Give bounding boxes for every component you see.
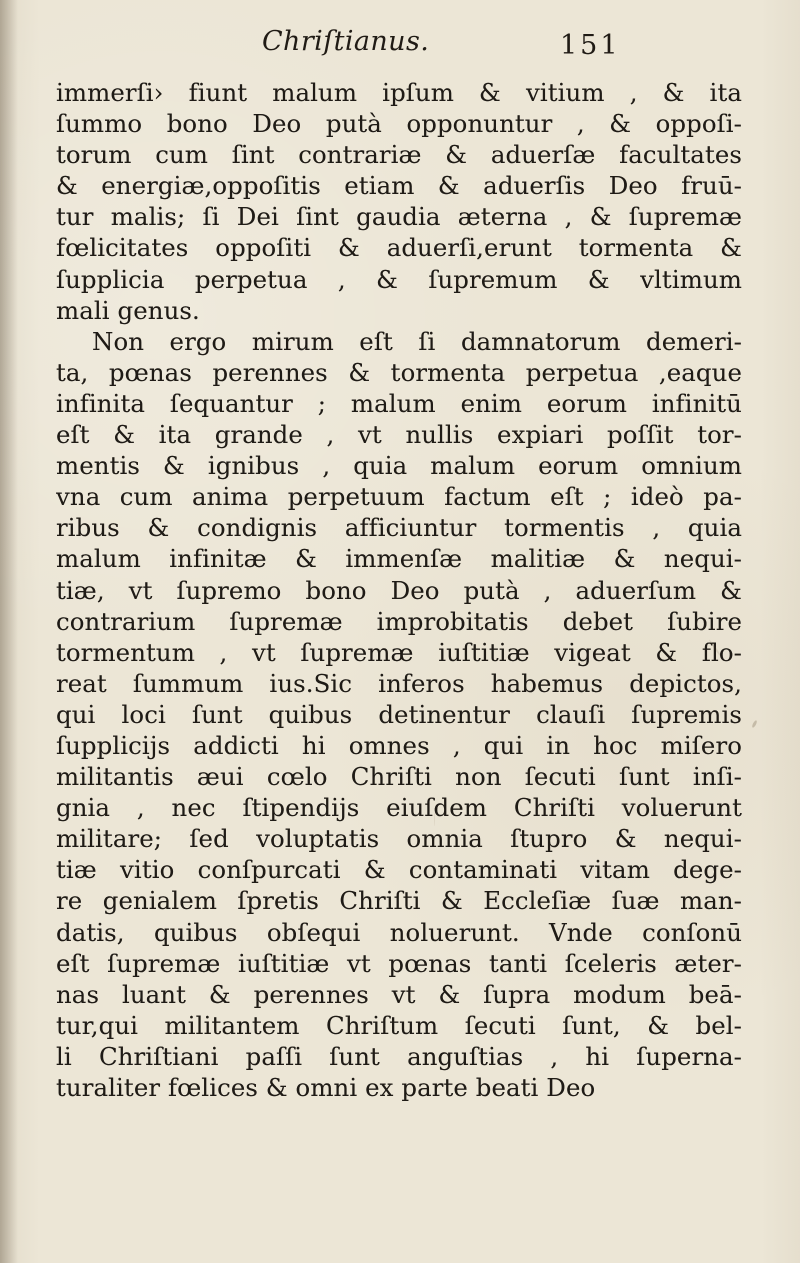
text-line: ribus & condignis afficiuntur tormentis , quia [56,513,742,543]
text-line: militare; ſed voluptatis omnia ſtupro & nequi- [56,824,742,854]
text-line: infinita ſequantur ; malum enim eorum infinitū [56,388,742,418]
paper-speck [434,812,435,826]
text-line: ſupplicijs addicti hi omnes , qui in hoc miſero [56,730,742,760]
text-line: ta, pœnas perennes & tormenta perpetua ,eaque [56,357,742,387]
text-line: fœlicitates oppoſiti & aduerſi,erunt tormenta & [56,233,742,263]
text-line: re genialem ſpretis Chriſti & Eccleſiæ ſuæ man- [56,886,742,916]
text-line: tur malis; ſi Dei ſint gaudia æterna , & ſupremæ [56,202,742,232]
text-line: contrarium ſupremæ improbitatis debet ſubire [56,606,742,636]
page-header [0,20,800,68]
text-line: tur,qui militantem Chriſtum ſecuti ſunt, & bel- [56,1010,742,1040]
text-line: nas luant & perennes vt & ſupra modum beā- [56,979,742,1009]
text-line: reat ſummum ius.Sic inferos habemus depictos, [56,668,742,698]
text-line: li Chriſtiani paſſi ſunt anguſtias , hi ſuperna- [56,1041,742,1071]
paper-speck [751,720,757,728]
text-line: eſt ſupremæ iuſtitiæ vt pœnas tanti ſceleris æter- [56,948,742,978]
text-line: Non ergo mirum eſt ſi damnatorum demeri- [92,326,742,356]
text-line: mali genus. [56,295,200,325]
text-line: ſupplicia perpetua , & ſupremum & vltimum [56,264,742,294]
text-line: turaliter fœlices & omni ex parte beati Deo [56,1073,596,1102]
text-line: qui loci ſunt quibus detinentur clauſi ſupremis [56,699,742,729]
page-number: 151 [560,30,621,61]
binding-shadow [0,0,18,1263]
text-line: immerſi› fiunt malum ipſum & vitium , & ita [56,78,742,107]
text-line: malum infinitæ & immenſæ malitiæ & nequi- [56,544,742,574]
text-line: gnia , nec ſtipendijs eiuſdem Chriſti voluerunt [56,793,742,823]
text-line: torum cum ſint contrariæ & aduerſæ facultates [56,140,742,170]
text-line: ſummo bono Deo putà opponuntur , & oppoſi- [56,109,742,139]
text-line: tiæ vitio conſpurcati & contaminati vitam dege- [56,855,742,885]
text-line: mentis & ignibus , quia malum eorum omnium [56,451,742,481]
text-line: tiæ, vt ſupremo bono Deo putà , aduerſum & [56,575,742,605]
text-line: & energiæ,oppoſitis etiam & aduerſis Deo fruū- [56,171,742,201]
main-text-block [56,77,742,1103]
text-line: eſt & ita grande , vt nullis expiari poſſit tor- [56,420,742,450]
text-line: tormentum , vt ſupremæ iuſtitiæ vigeat & flo- [56,637,742,667]
running-head: Chriſtianus. [262,26,430,57]
text-line: vna cum anima perpetuum factum eſt ; ideò pa- [56,482,742,512]
text-line: militantis æui cœlo Chriſti non ſecuti ſunt inſi- [56,762,742,792]
text-line: datis, quibus obſequi noluerunt. Vnde conſonū [56,917,742,947]
